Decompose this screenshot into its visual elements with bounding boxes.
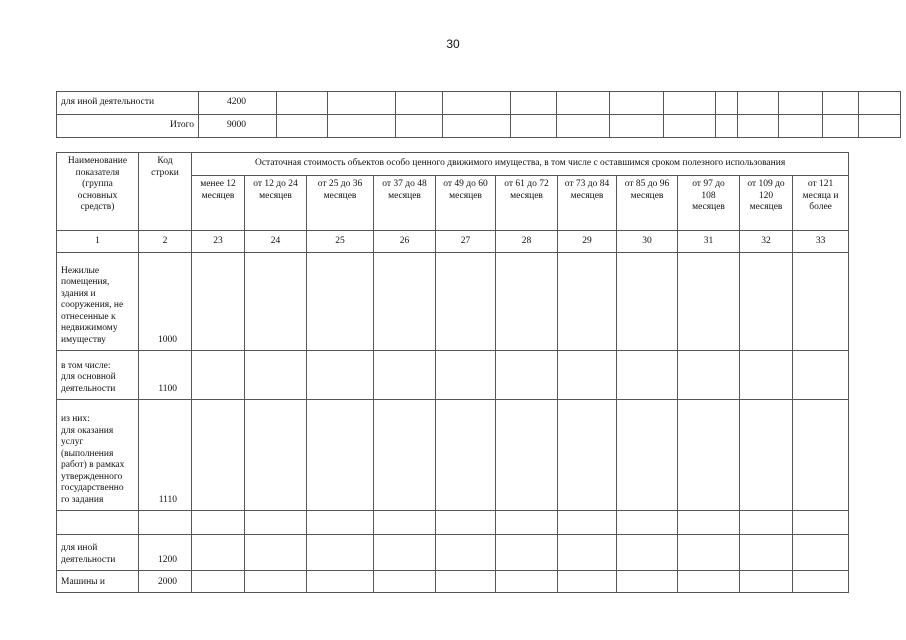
value-cell[interactable]: [307, 511, 374, 535]
row-label: Машины и: [57, 571, 139, 593]
value-cell[interactable]: [617, 511, 678, 535]
value-cell[interactable]: [245, 400, 307, 511]
column-number: 27: [436, 231, 496, 253]
table-cell[interactable]: [610, 92, 664, 115]
table-cell[interactable]: [779, 115, 823, 138]
period-header: от 49 до 60 месяцев: [436, 176, 496, 231]
table-cell[interactable]: [738, 92, 779, 115]
column-number: 32: [740, 231, 793, 253]
table-cell[interactable]: [443, 115, 511, 138]
table-cell[interactable]: [557, 115, 610, 138]
page-number: 30: [446, 37, 460, 51]
table-row: [57, 535, 849, 571]
value-cell[interactable]: [192, 511, 245, 535]
column-number: 29: [558, 231, 617, 253]
table-row: [57, 351, 849, 400]
table-cell[interactable]: [277, 115, 328, 138]
table-cell[interactable]: [328, 115, 396, 138]
table-row: [57, 92, 901, 115]
table-cell[interactable]: [511, 115, 557, 138]
table-row: [57, 571, 849, 593]
value-cell[interactable]: [678, 571, 740, 593]
value-cell[interactable]: [678, 351, 740, 400]
value-cell[interactable]: [374, 253, 436, 351]
value-cell[interactable]: [496, 253, 558, 351]
column-number: 23: [192, 231, 245, 253]
value-cell[interactable]: [793, 511, 849, 535]
period-header: от 109 до 120 месяцев: [740, 176, 793, 231]
value-cell[interactable]: [245, 253, 307, 351]
table-cell[interactable]: [396, 115, 443, 138]
value-cell[interactable]: [617, 253, 678, 351]
table-cell[interactable]: [859, 92, 901, 115]
value-cell[interactable]: [558, 351, 617, 400]
value-cell[interactable]: [496, 535, 558, 571]
value-cell[interactable]: [793, 571, 849, 593]
value-cell[interactable]: [245, 571, 307, 593]
table-cell[interactable]: [610, 115, 664, 138]
value-cell[interactable]: [374, 511, 436, 535]
value-cell[interactable]: [307, 253, 374, 351]
value-cell[interactable]: [374, 351, 436, 400]
row-code: 9000: [199, 115, 277, 138]
table-row: [57, 400, 849, 511]
value-cell[interactable]: [496, 571, 558, 593]
table-cell[interactable]: [823, 92, 859, 115]
value-cell[interactable]: [245, 535, 307, 571]
value-cell[interactable]: [740, 400, 793, 511]
column-number: 33: [793, 231, 849, 253]
row-label: из них: для оказания услуг (выполнения работ) в рамках утвержденного государственно го задания: [57, 400, 139, 511]
row-code: 1100: [139, 351, 192, 400]
table-cell[interactable]: [557, 92, 610, 115]
column-number: 31: [678, 231, 740, 253]
value-cell[interactable]: [558, 535, 617, 571]
row-code: 4200: [199, 92, 277, 115]
value-cell[interactable]: [558, 400, 617, 511]
row-label: для иной деятельности: [57, 535, 139, 571]
value-cell[interactable]: [436, 571, 496, 593]
value-cell[interactable]: [793, 535, 849, 571]
table-cell[interactable]: [716, 92, 738, 115]
value-cell[interactable]: [374, 571, 436, 593]
table-cell[interactable]: [511, 92, 557, 115]
value-cell[interactable]: [558, 253, 617, 351]
value-cell[interactable]: [436, 351, 496, 400]
value-cell[interactable]: [307, 571, 374, 593]
value-cell[interactable]: [374, 400, 436, 511]
value-cell[interactable]: [192, 535, 245, 571]
column-number: 1: [57, 231, 139, 253]
table-cell[interactable]: [396, 92, 443, 115]
row-code: 1000: [139, 253, 192, 351]
value-cell[interactable]: [436, 400, 496, 511]
value-cell[interactable]: [617, 351, 678, 400]
value-cell[interactable]: [740, 511, 793, 535]
value-cell[interactable]: [678, 535, 740, 571]
period-header: от 85 до 96 месяцев: [617, 176, 678, 231]
table-cell[interactable]: [328, 92, 396, 115]
table-row: [57, 511, 849, 535]
row-label: Итого: [57, 115, 199, 138]
row-label: в том числе: для основной деятельности: [57, 351, 139, 400]
value-cell[interactable]: [678, 400, 740, 511]
value-cell[interactable]: [793, 400, 849, 511]
table-cell[interactable]: [779, 92, 823, 115]
value-cell[interactable]: [740, 571, 793, 593]
value-cell[interactable]: [307, 535, 374, 571]
period-header: менее 12 месяцев: [192, 176, 245, 231]
value-cell[interactable]: [740, 535, 793, 571]
column-number-row: [57, 231, 849, 253]
row-label: Нежилые помещения, здания и сооружения, не отнесенные к недвижимому имуществу: [57, 253, 139, 351]
period-header: от 37 до 48 месяцев: [374, 176, 436, 231]
period-header: от 121 месяца и более: [793, 176, 849, 231]
column-number: 2: [139, 231, 192, 253]
table-row: [57, 115, 901, 138]
value-cell[interactable]: [192, 571, 245, 593]
value-cell[interactable]: [245, 351, 307, 400]
table-cell[interactable]: [664, 92, 716, 115]
table-row: [57, 253, 849, 351]
value-cell[interactable]: [496, 400, 558, 511]
table-cell[interactable]: [823, 115, 859, 138]
value-cell[interactable]: [496, 511, 558, 535]
value-cell[interactable]: [617, 535, 678, 571]
value-cell[interactable]: [558, 511, 617, 535]
value-cell[interactable]: [245, 511, 307, 535]
value-cell[interactable]: [558, 571, 617, 593]
value-cell[interactable]: [307, 400, 374, 511]
header-row: [57, 153, 849, 176]
value-cell[interactable]: [793, 253, 849, 351]
row-label: [57, 511, 139, 535]
value-cell[interactable]: [617, 400, 678, 511]
value-cell[interactable]: [436, 253, 496, 351]
value-cell[interactable]: [436, 511, 496, 535]
value-cell[interactable]: [678, 253, 740, 351]
value-cell[interactable]: [740, 253, 793, 351]
name-column-header: Наименование показателя (группа основных средств): [57, 153, 139, 231]
summary-table: [56, 91, 901, 138]
period-header: от 25 до 36 месяцев: [307, 176, 374, 231]
period-header: от 97 до 108 месяцев: [678, 176, 740, 231]
value-cell[interactable]: [436, 535, 496, 571]
row-code: [139, 511, 192, 535]
table-cell[interactable]: [738, 115, 779, 138]
code-column-header: Код строки: [139, 153, 192, 231]
table-cell[interactable]: [716, 115, 738, 138]
span-title-header: Остаточная стоимость объектов особо ценного движимого имущества, в том числе с оставшимся сроком полезного использования: [192, 153, 849, 176]
value-cell[interactable]: [617, 571, 678, 593]
period-header: от 12 до 24 месяцев: [245, 176, 307, 231]
column-number: 25: [307, 231, 374, 253]
row-label: для иной деятельности: [57, 92, 199, 115]
value-cell[interactable]: [678, 511, 740, 535]
column-number: 30: [617, 231, 678, 253]
column-number: 28: [496, 231, 558, 253]
column-number: 26: [374, 231, 436, 253]
value-cell[interactable]: [307, 351, 374, 400]
value-cell[interactable]: [192, 253, 245, 351]
table-cell[interactable]: [859, 115, 901, 138]
period-header: от 73 до 84 месяцев: [558, 176, 617, 231]
period-header: от 61 до 72 месяцев: [496, 176, 558, 231]
value-cell[interactable]: [192, 400, 245, 511]
column-number: 24: [245, 231, 307, 253]
table-cell[interactable]: [443, 92, 511, 115]
value-cell[interactable]: [740, 351, 793, 400]
value-cell[interactable]: [793, 351, 849, 400]
value-cell[interactable]: [374, 535, 436, 571]
row-code: 1110: [139, 400, 192, 511]
table-cell[interactable]: [664, 115, 716, 138]
value-cell[interactable]: [192, 351, 245, 400]
residual-value-table: [56, 152, 849, 593]
row-code: 1200: [139, 535, 192, 571]
value-cell[interactable]: [496, 351, 558, 400]
row-code: 2000: [139, 571, 192, 593]
table-cell[interactable]: [277, 92, 328, 115]
